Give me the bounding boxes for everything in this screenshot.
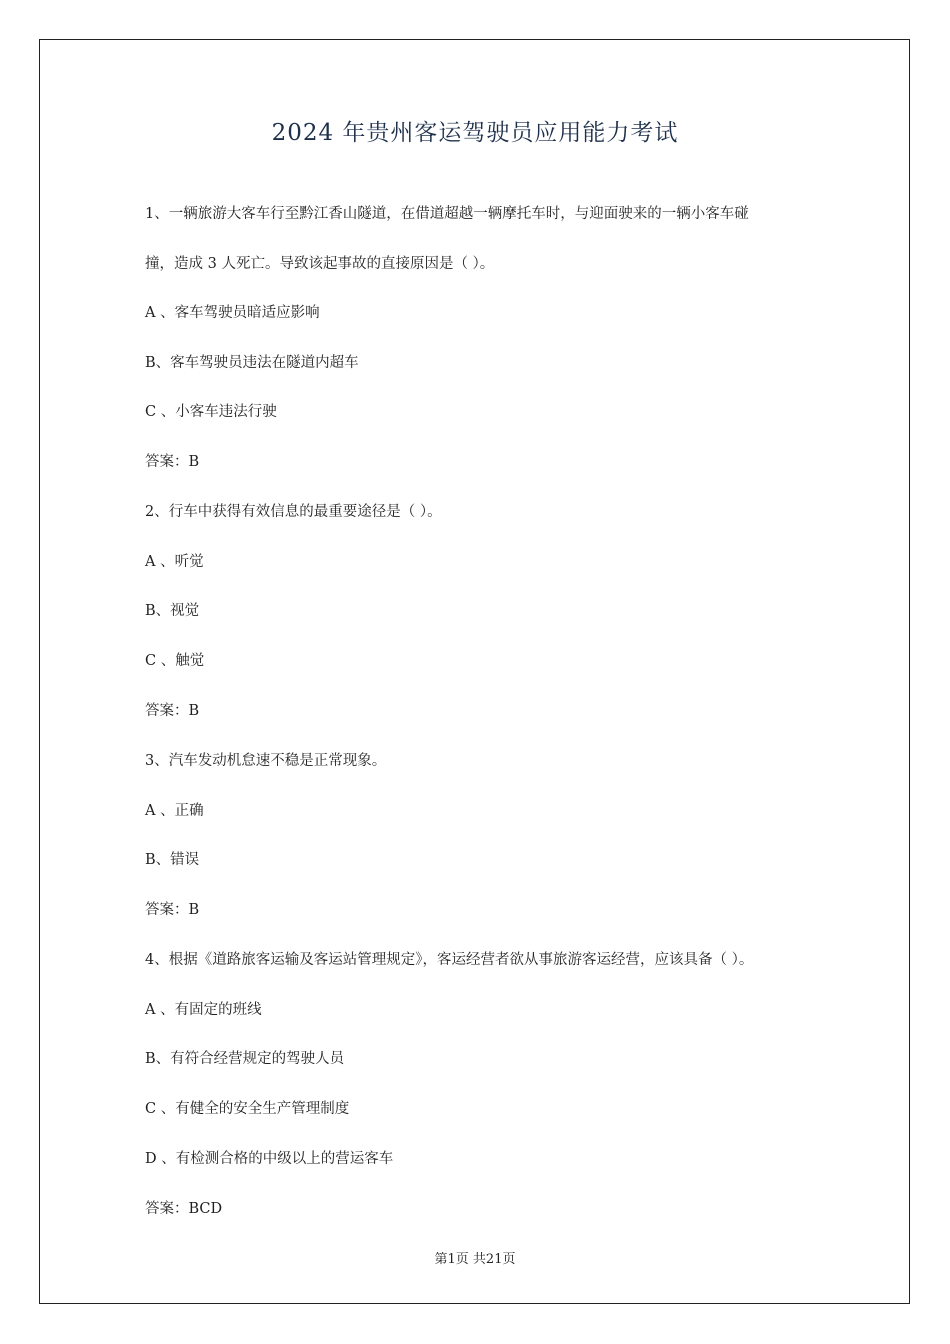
question-1-option-a: A 、客车驾驶员暗适应影响 <box>145 305 320 321</box>
question-1-text-line-2: 撞，造成 3 人死亡。导致该起事故的直接原因是（ ）。 <box>145 256 495 272</box>
question-1-answer: 答案：B <box>145 454 200 470</box>
question-4-option-d: D 、有检测合格的中级以上的营运客车 <box>145 1151 394 1167</box>
document-title: 2024 年贵州客运驾驶员应用能力考试 <box>271 120 679 146</box>
question-2-answer: 答案：B <box>145 703 200 719</box>
question-2-text: 2、行车中获得有效信息的最重要途径是（ ）。 <box>145 504 442 520</box>
question-2-option-a: A 、听觉 <box>145 554 204 570</box>
question-2-option-b: B、视觉 <box>145 603 200 619</box>
question-4-option-a: A 、有固定的班线 <box>145 1002 262 1018</box>
question-3-option-b: B、错误 <box>145 852 200 868</box>
page-footer: 第1页 共21页 <box>434 1252 516 1267</box>
question-2-option-c: C 、触觉 <box>145 653 205 669</box>
question-4-option-c: C 、有健全的安全生产管理制度 <box>145 1101 350 1117</box>
question-1-text-line-1: 1、一辆旅游大客车行至黔江香山隧道，在借道超越一辆摩托车时，与迎面驶来的一辆小客车碰 <box>145 206 749 222</box>
question-1-option-b: B、客车驾驶员违法在隧道内超车 <box>145 355 359 371</box>
question-3-option-a: A 、正确 <box>145 803 204 819</box>
question-3-answer: 答案：B <box>145 902 200 918</box>
question-1-option-c: C 、小客车违法行驶 <box>145 404 277 420</box>
question-4-text: 4、根据《道路旅客运输及客运站管理规定》，客运经营者欲从事旅游客运经营，应该具备（ ）。 <box>145 952 754 968</box>
question-4-answer: 答案：BCD <box>145 1201 223 1217</box>
question-3-text: 3、汽车发动机怠速不稳是正常现象。 <box>145 753 387 769</box>
question-4-option-b: B、有符合经营规定的驾驶人员 <box>145 1051 345 1067</box>
